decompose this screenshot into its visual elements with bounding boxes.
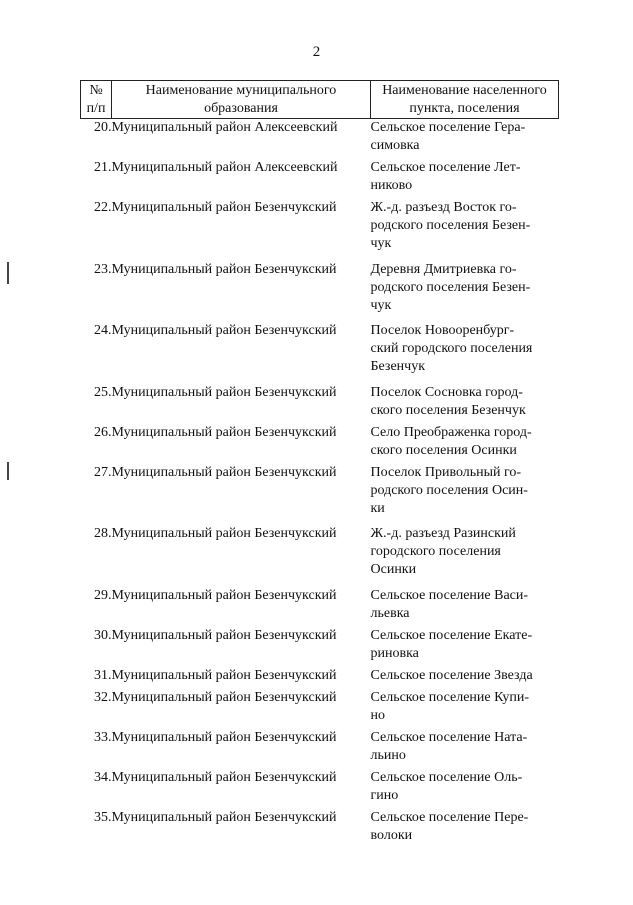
table-row (81, 159, 559, 199)
table-row (81, 769, 559, 809)
row-number: 34. (94, 770, 112, 785)
row-number: 32. (94, 690, 112, 705)
table-row (81, 464, 559, 525)
scan-mark (7, 462, 9, 480)
row-settlement: Ж.-д. разъезд Разинский городского поселения Осинки (370, 526, 516, 577)
row-settlement: Село Преображенка город- ского поселения Осинки (370, 425, 532, 458)
row-number: 24. (94, 323, 112, 338)
table-row (81, 384, 559, 424)
row-settlement: Сельское поселение Гера- симовка (370, 120, 526, 153)
table-row (81, 587, 559, 627)
row-municipality: Муниципальный район Безенчукский (111, 730, 337, 745)
row-municipality: Муниципальный район Безенчукский (111, 385, 337, 400)
row-municipality: Муниципальный район Алексеевский (111, 160, 338, 175)
row-settlement: Сельское поселение Пере- волоки (370, 810, 529, 843)
row-number: 21. (94, 160, 112, 175)
table-row (81, 322, 559, 384)
row-number: 28. (94, 526, 112, 541)
row-municipality: Муниципальный район Безенчукский (111, 690, 337, 705)
row-municipality: Муниципальный район Безенчукский (111, 628, 337, 643)
row-settlement: Сельское поселение Лет- никово (370, 160, 521, 193)
table-row (81, 424, 559, 464)
table-row (81, 729, 559, 769)
row-number: 26. (94, 425, 112, 440)
page-number: 2 (312, 44, 321, 60)
table-row (81, 199, 559, 261)
scan-mark (7, 262, 9, 284)
row-municipality: Муниципальный район Безенчукский (111, 526, 337, 541)
table-row (81, 809, 559, 849)
row-number: 20. (94, 120, 112, 135)
row-municipality: Муниципальный район Безенчукский (111, 588, 337, 603)
row-municipality: Муниципальный район Безенчукский (111, 262, 337, 277)
table-row (81, 667, 559, 689)
row-settlement: Сельское поселение Оль- гино (370, 770, 523, 803)
header-number: № п/п (81, 81, 112, 119)
table-row (81, 261, 559, 322)
row-settlement: Сельское поселение Ната- льино (370, 730, 528, 763)
row-municipality: Муниципальный район Безенчукский (111, 668, 337, 683)
settlements-table (80, 80, 559, 849)
table-row (81, 689, 559, 729)
table-row (81, 627, 559, 667)
row-number: 27. (94, 465, 112, 480)
row-municipality: Муниципальный район Безенчукский (111, 770, 337, 785)
row-settlement: Ж.-д. разъезд Восток го- родского поселения Безен- чук (370, 200, 531, 251)
row-municipality: Муниципальный район Безенчукский (111, 465, 337, 480)
row-settlement: Сельское поселение Звезда (370, 668, 533, 683)
row-settlement: Сельское поселение Васи- льевка (370, 588, 529, 621)
row-municipality: Муниципальный район Безенчукский (111, 323, 337, 338)
row-number: 35. (94, 810, 112, 825)
row-number: 23. (94, 262, 112, 277)
row-number: 22. (94, 200, 112, 215)
row-municipality: Муниципальный район Алексеевский (111, 120, 338, 135)
row-municipality: Муниципальный район Безенчукский (111, 200, 337, 215)
row-settlement: Деревня Дмитриевка го- родского поселения Безен- чук (370, 262, 531, 313)
row-municipality: Муниципальный район Безенчукский (111, 810, 337, 825)
row-number: 25. (94, 385, 112, 400)
row-number: 33. (94, 730, 112, 745)
header-municipality: Наименование муниципального образования (112, 81, 371, 119)
table-body (81, 119, 559, 850)
row-number: 30. (94, 628, 112, 643)
row-settlement: Поселок Привольный го- родского поселения Осин- ки (370, 465, 528, 516)
row-settlement: Сельское поселение Екате- риновка (370, 628, 533, 661)
row-number: 29. (94, 588, 112, 603)
table-row (81, 119, 559, 160)
header-settlement: Наименование населенного пункта, поселения (371, 81, 559, 119)
row-number: 31. (94, 668, 112, 683)
table-row (81, 525, 559, 587)
table-header (81, 81, 559, 119)
row-settlement: Поселок Сосновка город- ского поселения Безенчук (370, 385, 526, 418)
row-settlement: Поселок Новооренбург- ский городского поселения Безенчук (370, 323, 533, 374)
row-settlement: Сельское поселение Купи- но (370, 690, 530, 723)
row-municipality: Муниципальный район Безенчукский (111, 425, 337, 440)
